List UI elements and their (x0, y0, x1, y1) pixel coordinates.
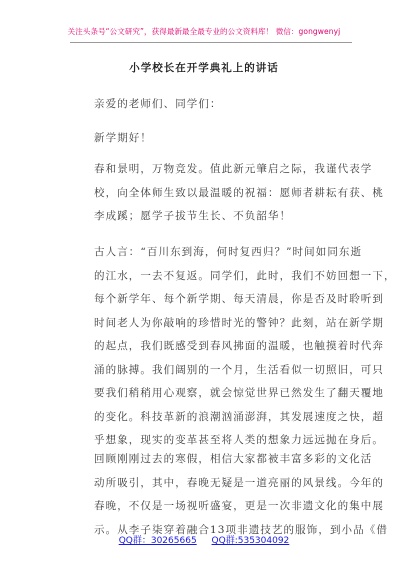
paragraph-line: 示。从李子柒穿着融合13项非遗技艺的服饰，到小品《借 (94, 523, 388, 536)
paragraph-line: 涌的脉搏。我们阔别的一个月，生活看似一切照旧，可只 (94, 363, 384, 376)
paragraph-line: 春和景明，万物竞发。值此新元肇启之际，我谨代表学 (94, 163, 373, 175)
paragraph-3 (77, 448, 388, 542)
footer-qq-group-2[interactable]: QQ群:535304092 (211, 536, 290, 546)
salutation-line: 新学期好！ (94, 132, 152, 144)
paragraph-line: 的江水，一去不复返。同学们，此时，我们不妨回想一下， (94, 269, 396, 282)
paragraph-line: 春晚，不仅是一场视听盛宴，更是一次非遗文化的集中展 (94, 500, 384, 512)
paragraph-line: 每个新学年、每个新学期、每天清晨，你是否及时聆听到 (94, 293, 384, 305)
paragraph-line: 校，向全体师生致以最温暖的祝福：愿师者耕耘有获、桃 (94, 186, 384, 199)
paragraph-2 (77, 241, 396, 453)
paragraph-1 (77, 158, 384, 229)
paragraph-line: 的变化。科技革新的浪潮汹涌澎湃，其发展速度之快，超 (94, 410, 384, 423)
paragraph-line: 回顾刚刚过去的寒假，相信大家都被丰富多彩的文化活 (94, 453, 373, 465)
paragraph-line: 要我们稍稍用心观察，就会惊觉世界已然发生了翻天覆地 (94, 387, 384, 399)
paragraph-line: 古人言：“百川东到海，何时复西归？”时间如同东逝 (94, 246, 363, 258)
document-title: 小学校长在开学典礼上的讲话 (129, 62, 279, 74)
header-banner: 关注头条号“公文研究”，获得最新最全最专业的公文资料库！ 微信：gongwenyj (67, 27, 341, 36)
paragraph-line: 的起点，我们既感受到春风拂面的温暖，也触摸着时代奔 (94, 340, 384, 352)
paragraph-line: 李成蹊；愿学子拔节生长、不负韶华！ (94, 210, 292, 222)
header-divider (70, 42, 352, 43)
footer-contact (0, 533, 408, 546)
paragraph-line: 动所吸引，其中，春晚无疑是一道亮丽的风景线。今年的 (94, 476, 384, 489)
paragraph-line: 时间老人为你敲响的珍惜时光的警钟？此刻，站在新学期 (94, 316, 384, 329)
footer-qq-group-1[interactable]: QQ群：30265665 (118, 536, 197, 546)
greeting-line: 亲爱的老师们、同学们： (94, 98, 222, 110)
paragraph-line: 乎想象，现实的变革甚至将人类的想象力远远抛在身后。 (94, 434, 384, 446)
